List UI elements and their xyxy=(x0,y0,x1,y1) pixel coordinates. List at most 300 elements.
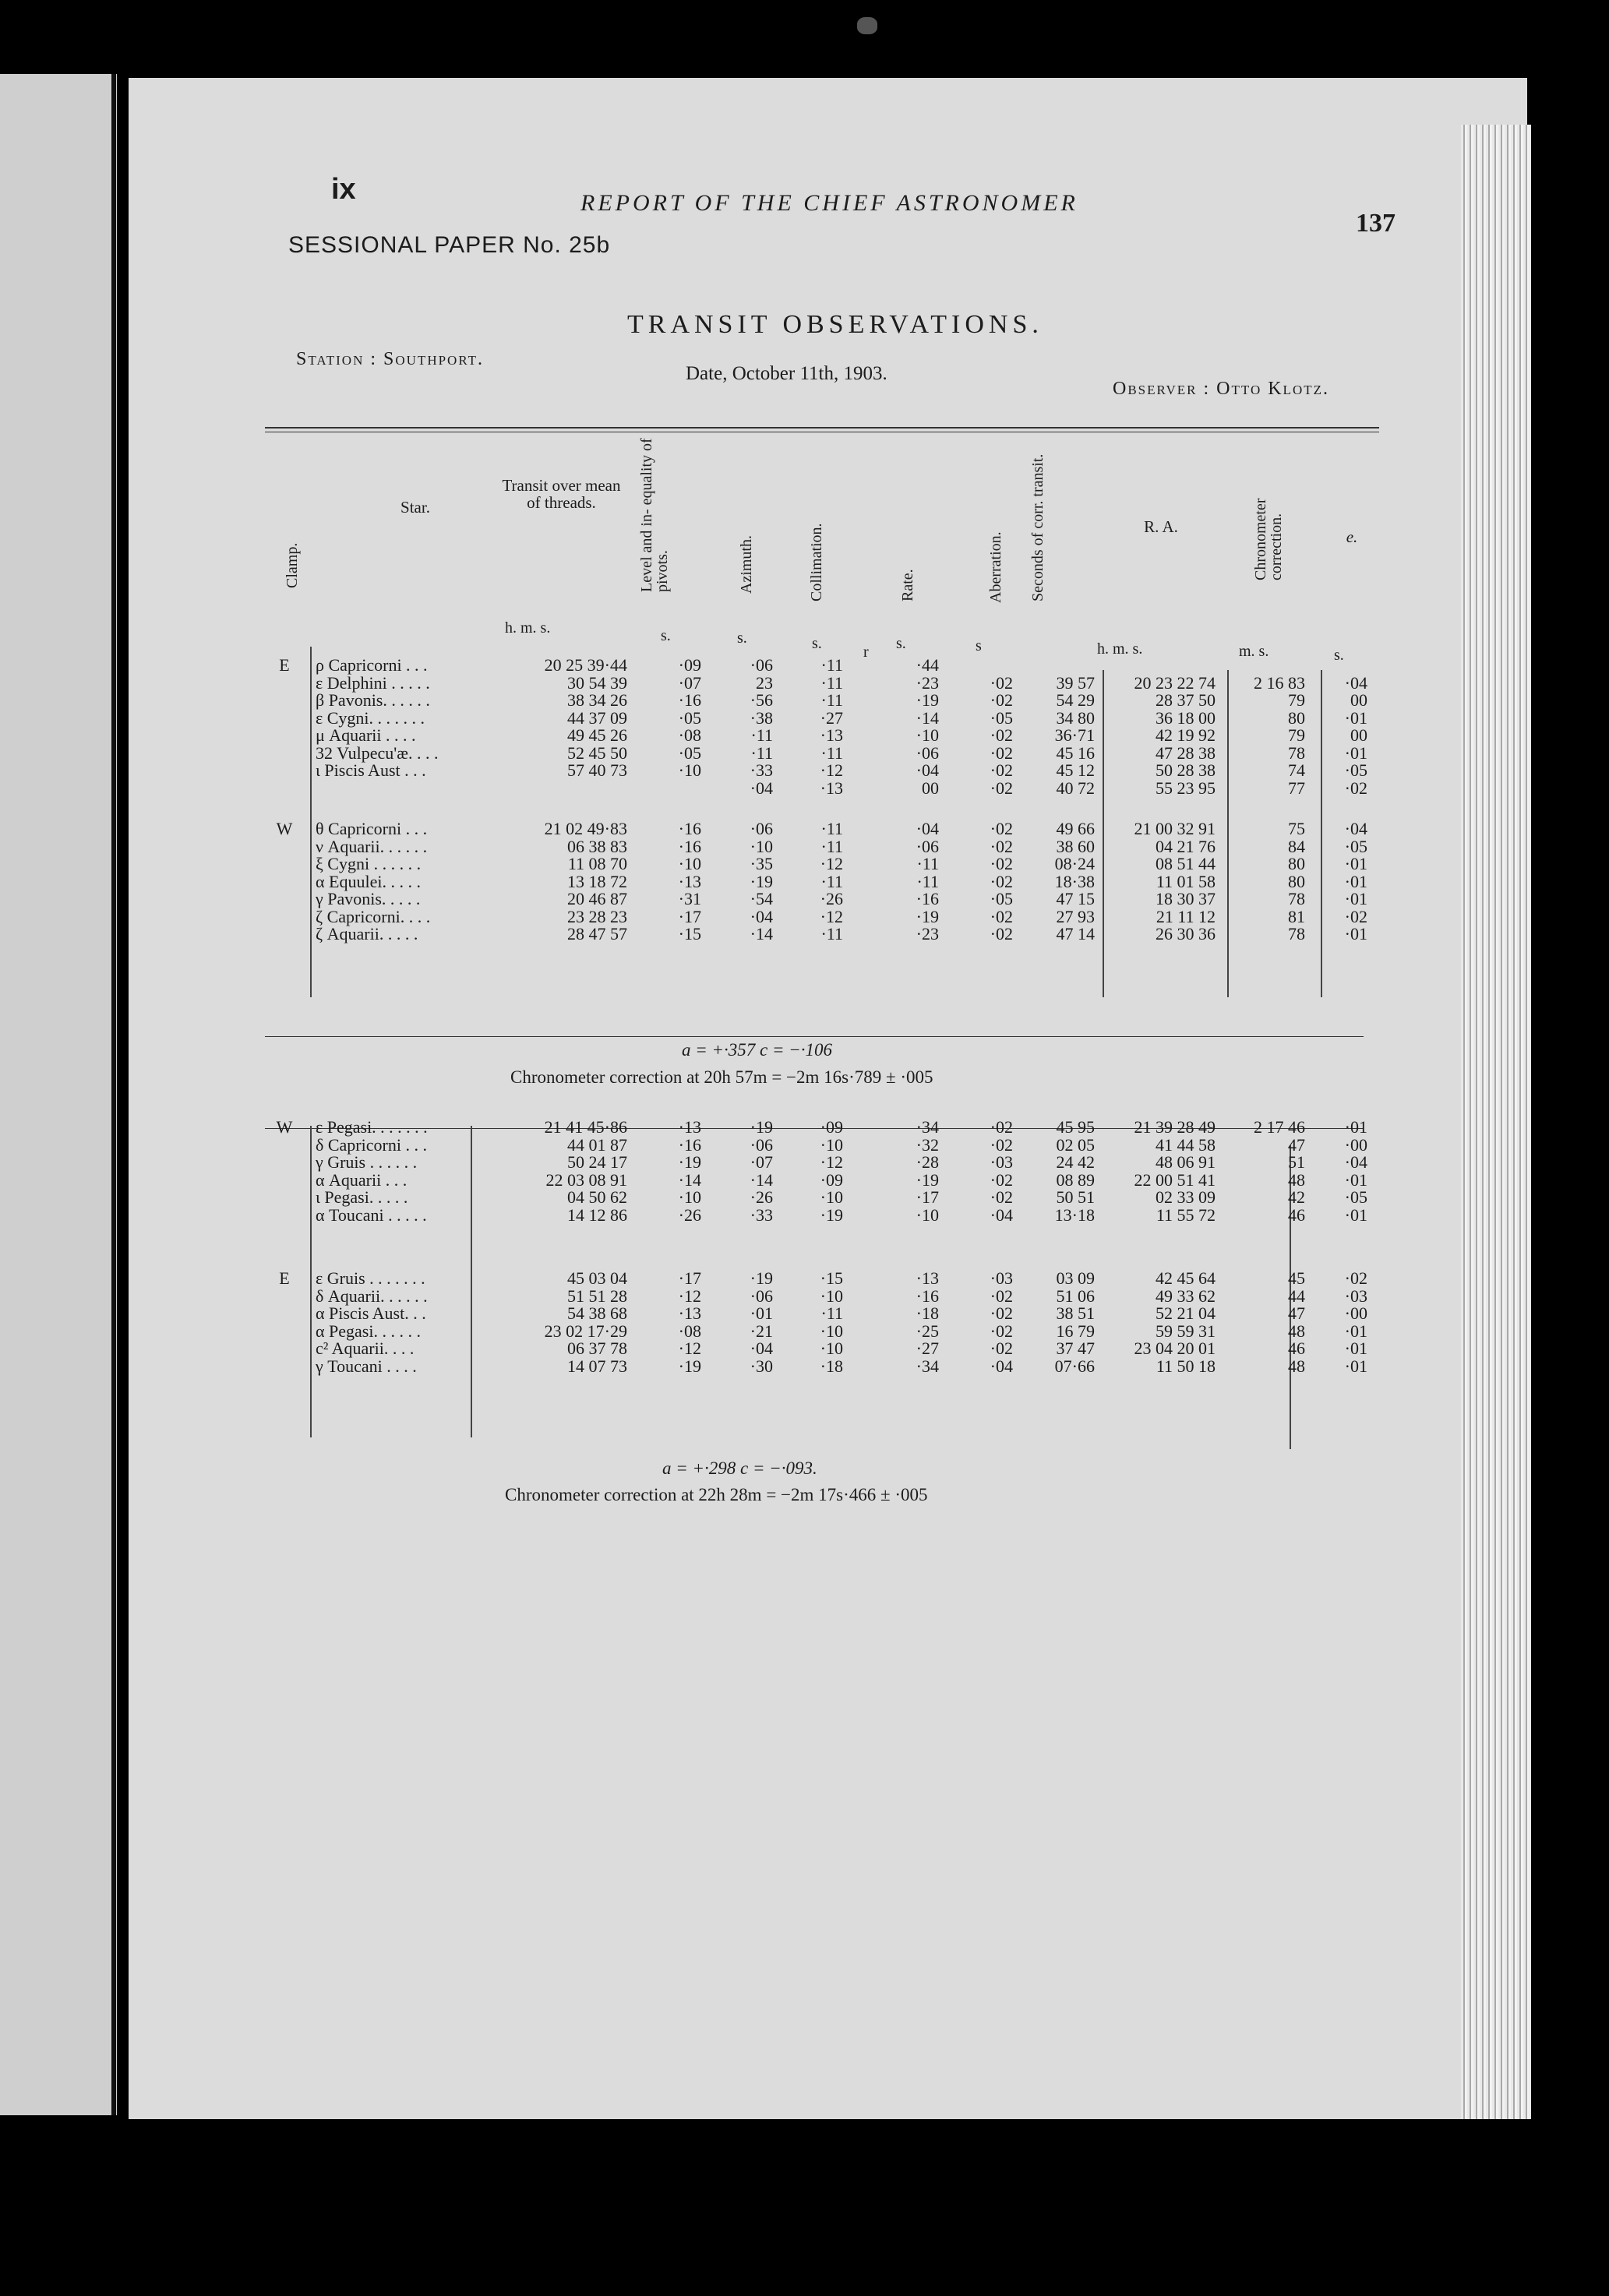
cell-aberration: ·02 xyxy=(990,1338,1013,1358)
cell-collimation: ·12 xyxy=(820,854,843,873)
cell-azimuth: ·14 xyxy=(750,1169,773,1190)
clamp-label: E xyxy=(279,655,290,675)
cell-chrono: 42 xyxy=(1288,1187,1305,1207)
cell-level: ·16 xyxy=(678,690,701,710)
cell-azimuth: ·38 xyxy=(750,707,773,728)
star-name: α Pegasi. . . . . . xyxy=(316,1321,421,1341)
cell-ra: 08 51 44 xyxy=(1156,854,1216,873)
cell-e: ·01 xyxy=(1344,1204,1367,1225)
cell-rate: ·19 xyxy=(916,1169,939,1190)
cell-seconds: 08 89 xyxy=(1056,1169,1095,1190)
cell-chrono: 79 xyxy=(1288,690,1305,710)
cell-chrono: 46 xyxy=(1288,1338,1305,1358)
cell-azimuth: ·26 xyxy=(750,1187,773,1207)
cell-ra: 11 01 58 xyxy=(1156,871,1216,891)
cell-seconds: 34 80 xyxy=(1056,707,1095,728)
cell-transit: 06 38 83 xyxy=(567,836,627,856)
star-name: γ Toucani . . . . xyxy=(316,1356,417,1376)
cell-azimuth: ·21 xyxy=(750,1321,773,1341)
date-label: Date, October 11th, 1903. xyxy=(686,363,887,384)
cell-e: ·04 xyxy=(1344,819,1367,838)
cell-transit: 50 24 17 xyxy=(567,1152,627,1172)
summary-2-constants: a = +·298 c = −·093. xyxy=(662,1458,817,1478)
cell-azimuth: ·01 xyxy=(750,1303,773,1323)
cell-seconds: 47 15 xyxy=(1056,889,1095,908)
cell-collimation: ·10 xyxy=(820,1134,843,1155)
page-stack-edge xyxy=(1461,125,1531,2119)
cell-seconds: 36·71 xyxy=(1054,725,1095,745)
cell-level: ·12 xyxy=(678,1286,701,1306)
star-name: ξ Cygni . . . . . . xyxy=(316,854,422,873)
cell-seconds: 37 47 xyxy=(1056,1338,1095,1358)
cell-transit: 22 03 08 91 xyxy=(545,1169,627,1190)
cell-ra: 20 23 22 74 xyxy=(1134,672,1216,693)
cell-collimation: ·11 xyxy=(820,690,843,710)
cell-rate: ·23 xyxy=(916,924,939,943)
cell-e: ·01 xyxy=(1344,1356,1367,1376)
star-name: α Aquarii . . . xyxy=(316,1169,408,1190)
star-name: ι Pegasi. . . . . xyxy=(316,1187,408,1207)
cell-aberration: ·02 xyxy=(990,742,1013,763)
cell-e: ·04 xyxy=(1344,672,1367,693)
clamp-label: W xyxy=(276,1117,293,1137)
cell-aberration: ·02 xyxy=(990,854,1013,873)
cell-aberration: ·02 xyxy=(990,1321,1013,1341)
cell-collimation: ·18 xyxy=(820,1356,843,1376)
cell-azimuth: ·06 xyxy=(750,1286,773,1306)
cell-ra: 41 44 58 xyxy=(1156,1134,1216,1155)
cell-e: ·04 xyxy=(1344,1152,1367,1172)
cell-azimuth: ·35 xyxy=(750,854,773,873)
cell-ra: 11 55 72 xyxy=(1156,1204,1216,1225)
cell-aberration: ·02 xyxy=(990,672,1013,693)
cell-aberration: ·02 xyxy=(990,690,1013,710)
cell-chrono: 46 xyxy=(1288,1204,1305,1225)
cell-level: ·31 xyxy=(678,889,701,908)
cell-collimation: ·11 xyxy=(820,1303,843,1323)
cell-transit: 44 37 09 xyxy=(567,707,627,728)
cell-level: ·10 xyxy=(678,1187,701,1207)
star-name: δ Capricorni . . . xyxy=(316,1134,427,1155)
star-name: α Equulei. . . . . xyxy=(316,871,421,891)
cell-chrono: 2 16 83 xyxy=(1254,672,1305,693)
star-name: ε Pegasi. . . . . . . xyxy=(316,1117,428,1137)
cell-collimation: ·19 xyxy=(820,1204,843,1225)
cell-chrono: 78 xyxy=(1288,742,1305,763)
star-name: δ Aquarii. . . . . . xyxy=(316,1286,428,1306)
cell-aberration: ·02 xyxy=(990,1134,1013,1155)
star-name: ζ Aquarii. . . . . xyxy=(316,924,418,943)
cell-transit: 20 46 87 xyxy=(567,889,627,908)
cell-transit: 13 18 72 xyxy=(567,871,627,891)
cell-seconds: 38 51 xyxy=(1056,1303,1095,1323)
cell-ra: 59 59 31 xyxy=(1156,1321,1216,1341)
header-collimation: Collimation. xyxy=(808,523,825,601)
cell-level: ·05 xyxy=(678,707,701,728)
star-name: ρ Capricorni . . . xyxy=(316,655,428,675)
cell-e: ·01 xyxy=(1344,742,1367,763)
cell-e: ·00 xyxy=(1344,1303,1367,1323)
cell-seconds: 39 57 xyxy=(1056,672,1095,693)
cell-chrono: 75 xyxy=(1288,819,1305,838)
col-line xyxy=(310,647,312,997)
cell-level: ·10 xyxy=(678,760,701,780)
star-name: γ Pavonis. . . . . xyxy=(316,889,421,908)
cell-e: ·02 xyxy=(1344,778,1367,798)
cell-chrono: 78 xyxy=(1288,889,1305,908)
cell-chrono: 48 xyxy=(1288,1321,1305,1341)
star-name: ι Piscis Aust . . . xyxy=(316,760,426,780)
cell-e: ·02 xyxy=(1344,906,1367,926)
cell-aberration: ·02 xyxy=(990,871,1013,891)
cell-aberration: ·02 xyxy=(990,1187,1013,1207)
cell-seconds: 45 12 xyxy=(1056,760,1095,780)
cell-level: ·08 xyxy=(678,1321,701,1341)
cell-chrono: 80 xyxy=(1288,854,1305,873)
cell-level: ·17 xyxy=(678,1268,701,1288)
cell-level: ·15 xyxy=(678,924,701,943)
header-ra: R. A. xyxy=(1144,517,1178,536)
cell-collimation: ·12 xyxy=(820,906,843,926)
star-name: α Toucani . . . . . xyxy=(316,1204,427,1225)
table-title: TRANSIT OBSERVATIONS. xyxy=(627,310,1043,339)
cell-collimation: ·10 xyxy=(820,1187,843,1207)
cell-e: ·01 xyxy=(1344,854,1367,873)
cell-collimation: ·27 xyxy=(820,707,843,728)
cell-chrono: 80 xyxy=(1288,871,1305,891)
cell-e: ·01 xyxy=(1344,889,1367,908)
scan-artifact xyxy=(857,17,877,34)
cell-azimuth: ·54 xyxy=(750,889,773,908)
cell-e: ·05 xyxy=(1344,760,1367,780)
star-name: ζ Capricorni. . . . xyxy=(316,906,431,926)
cell-seconds: 07·66 xyxy=(1054,1356,1095,1376)
facing-page-edge xyxy=(0,74,117,2115)
cell-chrono: 48 xyxy=(1288,1356,1305,1376)
cell-rate: 00 xyxy=(922,778,939,798)
cell-transit: 28 47 57 xyxy=(567,924,627,943)
cell-collimation: ·11 xyxy=(820,672,843,693)
cell-e: ·01 xyxy=(1344,924,1367,943)
cell-rate: ·34 xyxy=(916,1356,939,1376)
station-label: Station : Southport. xyxy=(296,349,485,369)
cell-chrono: 47 xyxy=(1288,1134,1305,1155)
cell-azimuth: ·19 xyxy=(750,1117,773,1137)
header-e: e. xyxy=(1346,527,1358,546)
cell-collimation: ·11 xyxy=(820,836,843,856)
cell-ra: 36 18 00 xyxy=(1156,707,1216,728)
cell-azimuth: ·10 xyxy=(750,836,773,856)
cell-rate: ·16 xyxy=(916,1286,939,1306)
cell-e: ·02 xyxy=(1344,1268,1367,1288)
cell-level: ·26 xyxy=(678,1204,701,1225)
cell-azimuth: ·11 xyxy=(750,742,773,763)
cell-transit: 23 02 17·29 xyxy=(544,1321,627,1341)
cell-rate: ·06 xyxy=(916,836,939,856)
cell-seconds: 16 79 xyxy=(1056,1321,1095,1341)
page-fold xyxy=(111,74,116,2115)
cell-ra: 21 39 28 49 xyxy=(1134,1117,1216,1137)
cell-rate: ·13 xyxy=(916,1268,939,1288)
cell-ra: 02 33 09 xyxy=(1156,1187,1216,1207)
cell-seconds: 47 14 xyxy=(1056,924,1095,943)
cell-collimation: ·11 xyxy=(820,924,843,943)
cell-collimation: ·15 xyxy=(820,1268,843,1288)
cell-e: ·01 xyxy=(1344,1169,1367,1190)
cell-aberration: ·02 xyxy=(990,836,1013,856)
cell-level: ·16 xyxy=(678,819,701,838)
cell-rate: ·16 xyxy=(916,889,939,908)
cell-e: 00 xyxy=(1350,725,1367,745)
cell-transit: 49 45 26 xyxy=(567,725,627,745)
cell-aberration: ·02 xyxy=(990,778,1013,798)
cell-rate: ·44 xyxy=(916,655,939,675)
cell-rate: ·19 xyxy=(916,906,939,926)
cell-chrono: 47 xyxy=(1288,1303,1305,1323)
cell-transit: 30 54 39 xyxy=(567,672,627,693)
cell-ra: 22 00 51 41 xyxy=(1134,1169,1216,1190)
cell-azimuth: ·06 xyxy=(750,655,773,675)
cell-collimation: ·11 xyxy=(820,742,843,763)
cell-transit: 44 01 87 xyxy=(567,1134,627,1155)
cell-e: ·01 xyxy=(1344,871,1367,891)
cell-transit: 14 12 86 xyxy=(567,1204,627,1225)
unit-ra: h. m. s. xyxy=(1097,640,1143,658)
cell-azimuth: ·06 xyxy=(750,1134,773,1155)
cell-collimation: ·12 xyxy=(820,760,843,780)
unit-aberration: s xyxy=(976,637,982,654)
header-aberration: Aberration. xyxy=(987,531,1004,603)
cell-azimuth: ·19 xyxy=(750,871,773,891)
cell-level: ·16 xyxy=(678,1134,701,1155)
cell-azimuth: ·33 xyxy=(750,760,773,780)
cell-level: ·12 xyxy=(678,1338,701,1358)
cell-e: ·00 xyxy=(1344,1134,1367,1155)
page-number: 137 xyxy=(1356,209,1396,238)
observer-label: Observer : Otto Klotz. xyxy=(1113,379,1329,399)
cell-rate: ·11 xyxy=(916,871,939,891)
header-azimuth: Azimuth. xyxy=(738,535,755,594)
cell-chrono: 81 xyxy=(1288,906,1305,926)
cell-seconds: 24 42 xyxy=(1056,1152,1095,1172)
running-title: REPORT OF THE CHIEF ASTRONOMER xyxy=(580,190,1078,216)
cell-seconds: 45 95 xyxy=(1056,1117,1095,1137)
cell-level: ·08 xyxy=(678,725,701,745)
cell-rate: ·04 xyxy=(916,819,939,838)
cell-azimuth: ·07 xyxy=(750,1152,773,1172)
summary-2-correction: Chronometer correction at 22h 28m = −2m 17s·466 ± ·005 xyxy=(505,1485,928,1504)
unit-rate-r: r xyxy=(863,644,869,661)
cell-collimation: ·13 xyxy=(820,725,843,745)
star-name: γ Gruis . . . . . . xyxy=(316,1152,418,1172)
cell-rate: ·28 xyxy=(916,1152,939,1172)
sessional-paper: SESSIONAL PAPER No. 25b xyxy=(288,232,611,258)
cell-transit: 23 28 23 xyxy=(567,906,627,926)
cell-rate: ·14 xyxy=(916,707,939,728)
cell-aberration: ·02 xyxy=(990,1169,1013,1190)
col-line xyxy=(310,1126,312,1437)
cell-transit: 45 03 04 xyxy=(567,1268,627,1288)
cell-rate: ·19 xyxy=(916,690,939,710)
cell-level: ·16 xyxy=(678,836,701,856)
cell-rate: ·18 xyxy=(916,1303,939,1323)
cell-rate: ·10 xyxy=(916,725,939,745)
cell-collimation: ·12 xyxy=(820,1152,843,1172)
cell-ra: 55 23 95 xyxy=(1156,778,1216,798)
cell-aberration: ·02 xyxy=(990,819,1013,838)
cell-transit: 21 02 49·83 xyxy=(544,819,627,838)
cell-level: ·05 xyxy=(678,742,701,763)
cell-level: ·09 xyxy=(678,655,701,675)
cell-aberration: ·02 xyxy=(990,1286,1013,1306)
cell-seconds: 50 51 xyxy=(1056,1187,1095,1207)
star-name: μ Aquarii . . . . xyxy=(316,725,416,745)
cell-level: ·10 xyxy=(678,854,701,873)
cell-ra: 49 33 62 xyxy=(1156,1286,1216,1306)
cell-seconds: 03 09 xyxy=(1056,1268,1095,1288)
cell-collimation: ·11 xyxy=(820,655,843,675)
cell-ra: 26 30 36 xyxy=(1156,924,1216,943)
cell-chrono: 2 17 46 xyxy=(1254,1117,1305,1137)
cell-collimation: ·26 xyxy=(820,889,843,908)
cell-level: ·13 xyxy=(678,1117,701,1137)
cell-rate: ·27 xyxy=(916,1338,939,1358)
star-name: α Piscis Aust. . . xyxy=(316,1303,426,1323)
cell-e: ·01 xyxy=(1344,1338,1367,1358)
cell-chrono: 84 xyxy=(1288,836,1305,856)
cell-seconds: 38 60 xyxy=(1056,836,1095,856)
cell-seconds: 13·18 xyxy=(1054,1204,1095,1225)
cell-azimuth: ·11 xyxy=(750,725,773,745)
cell-azimuth: ·04 xyxy=(750,1338,773,1358)
cell-e: 00 xyxy=(1350,690,1367,710)
cell-azimuth: ·56 xyxy=(750,690,773,710)
cell-rate: ·11 xyxy=(916,854,939,873)
cell-collimation: ·11 xyxy=(820,819,843,838)
unit-transit: h. m. s. xyxy=(505,619,551,637)
cell-aberration: ·05 xyxy=(990,707,1013,728)
cell-level: ·14 xyxy=(678,1169,701,1190)
unit-chrono: m. s. xyxy=(1239,643,1269,660)
cell-ra: 23 04 20 01 xyxy=(1134,1338,1216,1358)
cell-aberration: ·02 xyxy=(990,924,1013,943)
cell-collimation: ·10 xyxy=(820,1286,843,1306)
cell-aberration: ·05 xyxy=(990,889,1013,908)
cell-azimuth: ·14 xyxy=(750,924,773,943)
cell-e: ·01 xyxy=(1344,1321,1367,1341)
cell-transit: 20 25 39·44 xyxy=(544,655,627,675)
cell-rate: ·06 xyxy=(916,742,939,763)
cell-azimuth: ·04 xyxy=(750,778,773,798)
cell-seconds: 40 72 xyxy=(1056,778,1095,798)
cell-transit: 57 40 73 xyxy=(567,760,627,780)
cell-aberration: ·04 xyxy=(990,1356,1013,1376)
roman-numeral: ix xyxy=(331,173,356,206)
cell-transit: 06 37 78 xyxy=(567,1338,627,1358)
cell-azimuth: ·30 xyxy=(750,1356,773,1376)
cell-transit: 38 34 26 xyxy=(567,690,627,710)
cell-rate: ·23 xyxy=(916,672,939,693)
cell-e: ·05 xyxy=(1344,1187,1367,1207)
cell-ra: 11 50 18 xyxy=(1156,1356,1216,1376)
cell-chrono: 44 xyxy=(1288,1286,1305,1306)
header-chrono: Chronometer correction. xyxy=(1252,498,1285,580)
cell-rate: ·04 xyxy=(916,760,939,780)
star-name: 32 Vulpecu'æ. . . . xyxy=(316,742,439,763)
cell-chrono: 79 xyxy=(1288,725,1305,745)
clamp-label: W xyxy=(276,819,293,838)
cell-e: ·01 xyxy=(1344,707,1367,728)
star-name: θ Capricorni . . . xyxy=(316,819,428,838)
cell-collimation: ·11 xyxy=(820,871,843,891)
summary-1-correction: Chronometer correction at 20h 57m = −2m 16s·789 ± ·005 xyxy=(510,1067,933,1087)
star-name: ε Gruis . . . . . . . xyxy=(316,1268,425,1288)
cell-aberration: ·04 xyxy=(990,1204,1013,1225)
cell-ra: 42 19 92 xyxy=(1156,725,1216,745)
cell-chrono: 80 xyxy=(1288,707,1305,728)
cell-rate: ·25 xyxy=(916,1321,939,1341)
unit-collimation: s. xyxy=(812,635,822,652)
cell-transit: 04 50 62 xyxy=(567,1187,627,1207)
cell-collimation: ·09 xyxy=(820,1169,843,1190)
cell-aberration: ·03 xyxy=(990,1268,1013,1288)
cell-level: ·17 xyxy=(678,906,701,926)
cell-collimation: ·13 xyxy=(820,778,843,798)
star-name: ε Delphini . . . . . xyxy=(316,672,430,693)
cell-chrono: 77 xyxy=(1288,778,1305,798)
cell-chrono: 78 xyxy=(1288,924,1305,943)
cell-seconds: 49 66 xyxy=(1056,819,1095,838)
cell-transit: 11 08 70 xyxy=(567,854,627,873)
cell-transit: 54 38 68 xyxy=(567,1303,627,1323)
cell-chrono: 51 xyxy=(1288,1152,1305,1172)
header-clamp: Clamp. xyxy=(284,542,301,588)
cell-seconds: 02 05 xyxy=(1056,1134,1095,1155)
cell-ra: 28 37 50 xyxy=(1156,690,1216,710)
unit-rate: s. xyxy=(896,635,906,652)
cell-e: ·01 xyxy=(1344,1117,1367,1137)
cell-aberration: ·03 xyxy=(990,1152,1013,1172)
cell-ra: 48 06 91 xyxy=(1156,1152,1216,1172)
cell-e: ·03 xyxy=(1344,1286,1367,1306)
cell-rate: ·17 xyxy=(916,1187,939,1207)
cell-aberration: ·02 xyxy=(990,760,1013,780)
cell-azimuth: ·19 xyxy=(750,1268,773,1288)
star-name: c² Aquarii. . . . xyxy=(316,1338,415,1358)
star-name: β Pavonis. . . . . . xyxy=(316,690,430,710)
cell-transit: 14 07 73 xyxy=(567,1356,627,1376)
star-name: ε Cygni. . . . . . . xyxy=(316,707,425,728)
cell-level: ·13 xyxy=(678,1303,701,1323)
cell-seconds: 51 06 xyxy=(1056,1286,1095,1306)
cell-chrono: 74 xyxy=(1288,760,1305,780)
star-name: ν Aquarii. . . . . . xyxy=(316,836,428,856)
cell-level: ·07 xyxy=(678,672,701,693)
cell-ra: 04 21 76 xyxy=(1156,836,1216,856)
cell-azimuth: ·06 xyxy=(750,819,773,838)
cell-level: ·19 xyxy=(678,1152,701,1172)
cell-chrono: 45 xyxy=(1288,1268,1305,1288)
cell-ra: 21 00 32 91 xyxy=(1134,819,1216,838)
cell-transit: 51 51 28 xyxy=(567,1286,627,1306)
cell-level: ·19 xyxy=(678,1356,701,1376)
cell-aberration: ·02 xyxy=(990,1117,1013,1137)
cell-seconds: 18·38 xyxy=(1054,871,1095,891)
cell-chrono: 48 xyxy=(1288,1169,1305,1190)
header-transit: Transit over mean of threads. xyxy=(502,476,621,512)
cell-ra: 18 30 37 xyxy=(1156,889,1216,908)
cell-ra: 21 11 12 xyxy=(1156,906,1216,926)
